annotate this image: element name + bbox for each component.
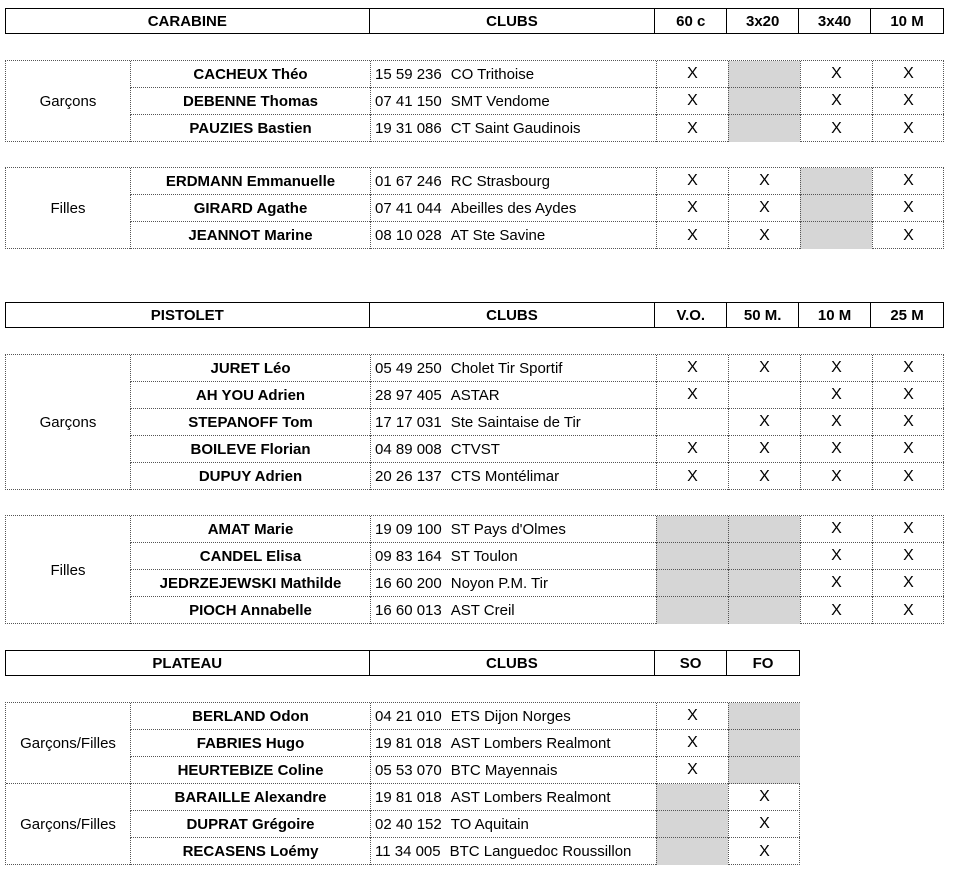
not-applicable-cell — [728, 115, 800, 142]
event-column-header: 10 M — [799, 303, 871, 327]
club-name: SMT Vendome — [450, 92, 550, 110]
group-block-pistolet-filles — [5, 515, 944, 624]
athlete-row — [130, 730, 800, 757]
entry-mark-cell: X — [656, 463, 728, 490]
entry-mark-cell: X — [872, 355, 944, 382]
group-label: Filles — [50, 200, 86, 217]
entry-mark-cell: X — [872, 382, 944, 409]
athlete-name: DUPUY Adrien — [130, 463, 370, 490]
athlete-row — [130, 115, 944, 142]
entry-mark-cell: X — [656, 61, 728, 88]
club-cell — [370, 811, 656, 838]
athlete-row — [130, 543, 944, 570]
section-title: PISTOLET — [6, 303, 370, 327]
entry-mark-cell: X — [656, 436, 728, 463]
athlete-row — [130, 61, 944, 88]
club-name: Noyon P.M. Tir — [450, 574, 548, 592]
club-cell — [370, 838, 656, 865]
event-column-header: 60 c — [655, 9, 727, 33]
club-cell — [370, 61, 656, 88]
athlete-name: JEANNOT Marine — [130, 222, 370, 249]
license-number: 16 60 200 — [375, 574, 442, 592]
license-number: 19 31 086 — [375, 120, 442, 137]
entry-mark-cell: X — [872, 597, 944, 624]
not-applicable-cell — [728, 543, 800, 570]
license-number: 19 81 018 — [375, 734, 442, 752]
athlete-row — [130, 355, 944, 382]
club-cell — [370, 730, 656, 757]
license-number: 07 41 044 — [375, 199, 442, 217]
entry-mark-cell: X — [728, 168, 800, 195]
entry-mark-cell: X — [800, 409, 872, 436]
license-number: 09 83 164 — [375, 547, 442, 565]
club-cell — [370, 757, 656, 784]
not-applicable-cell — [656, 784, 728, 811]
clubs-column-header: CLUBS — [370, 651, 656, 675]
group-block-carabine-filles — [5, 167, 944, 249]
entry-mark-cell: X — [872, 222, 944, 249]
entry-mark-cell: X — [728, 355, 800, 382]
group-block-plateau — [5, 702, 800, 865]
entry-mark-cell: X — [800, 516, 872, 543]
club-name: ST Pays d'Olmes — [450, 520, 566, 538]
club-cell — [370, 195, 656, 222]
group-label: Filles — [50, 561, 86, 579]
athlete-row — [130, 703, 800, 730]
club-name: AST Lombers Realmont — [450, 734, 611, 752]
entry-mark-cell: X — [656, 382, 728, 409]
group-label: Garçons/Filles — [20, 735, 116, 752]
section-title: PLATEAU — [6, 651, 370, 675]
entry-mark-cell: X — [800, 570, 872, 597]
entry-mark-cell: X — [872, 436, 944, 463]
group-label: Garçons — [39, 93, 97, 110]
club-name: CT Saint Gaudinois — [450, 120, 581, 137]
club-cell — [370, 463, 656, 490]
club-name: ST Toulon — [450, 547, 518, 565]
entry-mark-cell: X — [728, 811, 800, 838]
athlete-row — [130, 811, 800, 838]
not-applicable-cell — [728, 703, 800, 730]
athlete-name: PIOCH Annabelle — [130, 597, 370, 624]
club-name: AT Ste Savine — [450, 227, 546, 244]
athlete-row — [130, 516, 944, 543]
group-label: Garçons — [39, 414, 97, 431]
club-cell — [370, 703, 656, 730]
club-name: TO Aquitain — [450, 815, 529, 833]
not-applicable-cell — [728, 757, 800, 784]
entry-mark-cell: X — [656, 730, 728, 757]
entry-mark-cell: X — [728, 195, 800, 222]
athlete-row — [130, 222, 944, 249]
license-number: 16 60 013 — [375, 602, 442, 619]
athlete-name: DUPRAT Grégoire — [130, 811, 370, 838]
section-header-pistolet — [5, 302, 944, 328]
athlete-name: AMAT Marie — [130, 516, 370, 543]
club-name: CTS Montélimar — [450, 468, 560, 485]
event-column-header: 50 M. — [727, 303, 799, 327]
clubs-column-header: CLUBS — [370, 9, 656, 33]
license-number: 05 53 070 — [375, 761, 442, 779]
athlete-name: RECASENS Loémy — [130, 838, 370, 865]
club-cell — [370, 543, 656, 570]
club-name: Abeilles des Aydes — [450, 199, 577, 217]
entry-mark-cell: X — [800, 115, 872, 142]
athlete-row — [130, 838, 800, 865]
athlete-name: CANDEL Elisa — [130, 543, 370, 570]
license-number: 19 09 100 — [375, 520, 442, 538]
entry-mark-cell — [656, 409, 728, 436]
athlete-row — [130, 195, 944, 222]
athlete-name: BERLAND Odon — [130, 703, 370, 730]
not-applicable-cell — [728, 570, 800, 597]
group-block-pistolet-garcons — [5, 354, 944, 490]
athlete-row — [130, 784, 800, 811]
not-applicable-cell — [656, 543, 728, 570]
entry-mark-cell: X — [800, 88, 872, 115]
entry-mark-cell: X — [800, 543, 872, 570]
club-cell — [370, 784, 656, 811]
club-name: AST Creil — [450, 602, 515, 619]
license-number: 28 97 405 — [375, 386, 442, 404]
club-name: BTC Mayennais — [450, 761, 558, 779]
club-name: BTC Languedoc Roussillon — [449, 843, 632, 860]
section-title: CARABINE — [6, 9, 370, 33]
club-name: Cholet Tir Sportif — [450, 359, 563, 377]
entry-mark-cell: X — [656, 168, 728, 195]
entry-mark-cell: X — [800, 597, 872, 624]
club-cell — [370, 88, 656, 115]
license-number: 04 21 010 — [375, 707, 442, 725]
license-number: 04 89 008 — [375, 440, 442, 458]
group-label: Garçons/Filles — [20, 816, 116, 833]
athlete-row — [130, 570, 944, 597]
athlete-name: BARAILLE Alexandre — [130, 784, 370, 811]
entry-mark-cell: X — [728, 436, 800, 463]
entry-mark-cell: X — [872, 61, 944, 88]
club-name: ETS Dijon Norges — [450, 707, 571, 725]
club-cell — [370, 409, 656, 436]
athlete-name: JEDRZEJEWSKI Mathilde — [130, 570, 370, 597]
athlete-row — [130, 168, 944, 195]
event-column-header: SO — [655, 651, 727, 675]
not-applicable-cell — [800, 222, 872, 249]
not-applicable-cell — [728, 730, 800, 757]
group-block-carabine-garcons — [5, 60, 944, 142]
entry-mark-cell: X — [656, 222, 728, 249]
athlete-row — [130, 597, 944, 624]
club-cell — [370, 168, 656, 195]
not-applicable-cell — [656, 811, 728, 838]
club-name: ASTAR — [450, 386, 500, 404]
athlete-name: STEPANOFF Tom — [130, 409, 370, 436]
not-applicable-cell — [800, 168, 872, 195]
entry-mark-cell: X — [656, 115, 728, 142]
not-applicable-cell — [656, 838, 728, 865]
athlete-name: GIRARD Agathe — [130, 195, 370, 222]
entry-mark-cell: X — [728, 838, 800, 865]
entry-mark-cell: X — [872, 463, 944, 490]
club-cell — [370, 222, 656, 249]
entry-mark-cell: X — [728, 409, 800, 436]
athlete-row — [130, 88, 944, 115]
section-header-plateau — [5, 650, 800, 676]
entry-mark-cell: X — [800, 382, 872, 409]
license-number: 20 26 137 — [375, 468, 442, 485]
not-applicable-cell — [656, 597, 728, 624]
entry-mark-cell: X — [728, 784, 800, 811]
not-applicable-cell — [728, 516, 800, 543]
license-number: 19 81 018 — [375, 788, 442, 806]
entry-mark-cell: X — [800, 463, 872, 490]
athlete-name: HEURTEBIZE Coline — [130, 757, 370, 784]
entry-mark-cell: X — [872, 88, 944, 115]
club-name: CTVST — [450, 440, 500, 458]
not-applicable-cell — [728, 597, 800, 624]
entry-mark-cell: X — [872, 409, 944, 436]
club-cell — [370, 570, 656, 597]
athlete-name: JURET Léo — [130, 355, 370, 382]
entry-mark-cell: X — [872, 570, 944, 597]
entry-mark-cell: X — [728, 463, 800, 490]
entry-mark-cell: X — [656, 88, 728, 115]
athlete-name: DEBENNE Thomas — [130, 88, 370, 115]
license-number: 15 59 236 — [375, 65, 442, 83]
club-cell — [370, 436, 656, 463]
license-number: 11 34 005 — [375, 843, 441, 860]
athlete-name: FABRIES Hugo — [130, 730, 370, 757]
entry-mark-cell: X — [872, 543, 944, 570]
event-column-header: 3x20 — [727, 9, 799, 33]
club-cell — [370, 115, 656, 142]
club-name: AST Lombers Realmont — [450, 788, 611, 806]
event-column-header: 10 M — [890, 12, 924, 30]
section-header-carabine — [5, 8, 944, 34]
athlete-row — [130, 463, 944, 490]
group-separator — [6, 783, 130, 784]
not-applicable-cell — [728, 61, 800, 88]
athlete-name: ERDMANN Emmanuelle — [130, 168, 370, 195]
clubs-column-header: CLUBS — [370, 303, 656, 327]
license-number: 01 67 246 — [375, 172, 442, 190]
entry-mark-cell: X — [656, 757, 728, 784]
athlete-name: AH YOU Adrien — [130, 382, 370, 409]
club-cell — [370, 597, 656, 624]
not-applicable-cell — [728, 88, 800, 115]
entry-mark-cell: X — [872, 195, 944, 222]
entry-mark-cell: X — [728, 222, 800, 249]
athlete-row — [130, 436, 944, 463]
license-number: 07 41 150 — [375, 92, 442, 110]
license-number: 17 17 031 — [375, 413, 442, 431]
club-cell — [370, 516, 656, 543]
entry-mark-cell: X — [800, 355, 872, 382]
license-number: 05 49 250 — [375, 359, 442, 377]
athlete-name: PAUZIES Bastien — [130, 115, 370, 142]
event-column-header: 25 M — [890, 306, 924, 324]
club-cell — [370, 355, 656, 382]
not-applicable-cell — [656, 570, 728, 597]
entry-mark-cell — [728, 382, 800, 409]
athlete-row — [130, 382, 944, 409]
event-column-header: FO — [752, 654, 774, 672]
club-name: Ste Saintaise de Tir — [450, 413, 581, 431]
not-applicable-cell — [800, 195, 872, 222]
entry-mark-cell: X — [800, 61, 872, 88]
athlete-row — [130, 757, 800, 784]
athlete-name: CACHEUX Théo — [130, 61, 370, 88]
license-number: 08 10 028 — [375, 227, 442, 244]
event-column-header: V.O. — [655, 303, 727, 327]
entry-mark-cell: X — [656, 703, 728, 730]
entry-mark-cell: X — [872, 516, 944, 543]
license-number: 02 40 152 — [375, 815, 442, 833]
athlete-name: BOILEVE Florian — [130, 436, 370, 463]
entry-mark-cell: X — [656, 355, 728, 382]
club-name: RC Strasbourg — [450, 172, 550, 190]
entry-mark-cell: X — [872, 168, 944, 195]
club-cell — [370, 382, 656, 409]
not-applicable-cell — [656, 516, 728, 543]
entry-mark-cell: X — [872, 115, 944, 142]
club-name: CO Trithoise — [450, 65, 535, 83]
event-column-header: 3x40 — [799, 9, 871, 33]
entry-mark-cell: X — [656, 195, 728, 222]
entry-mark-cell: X — [800, 436, 872, 463]
athlete-row — [130, 409, 944, 436]
